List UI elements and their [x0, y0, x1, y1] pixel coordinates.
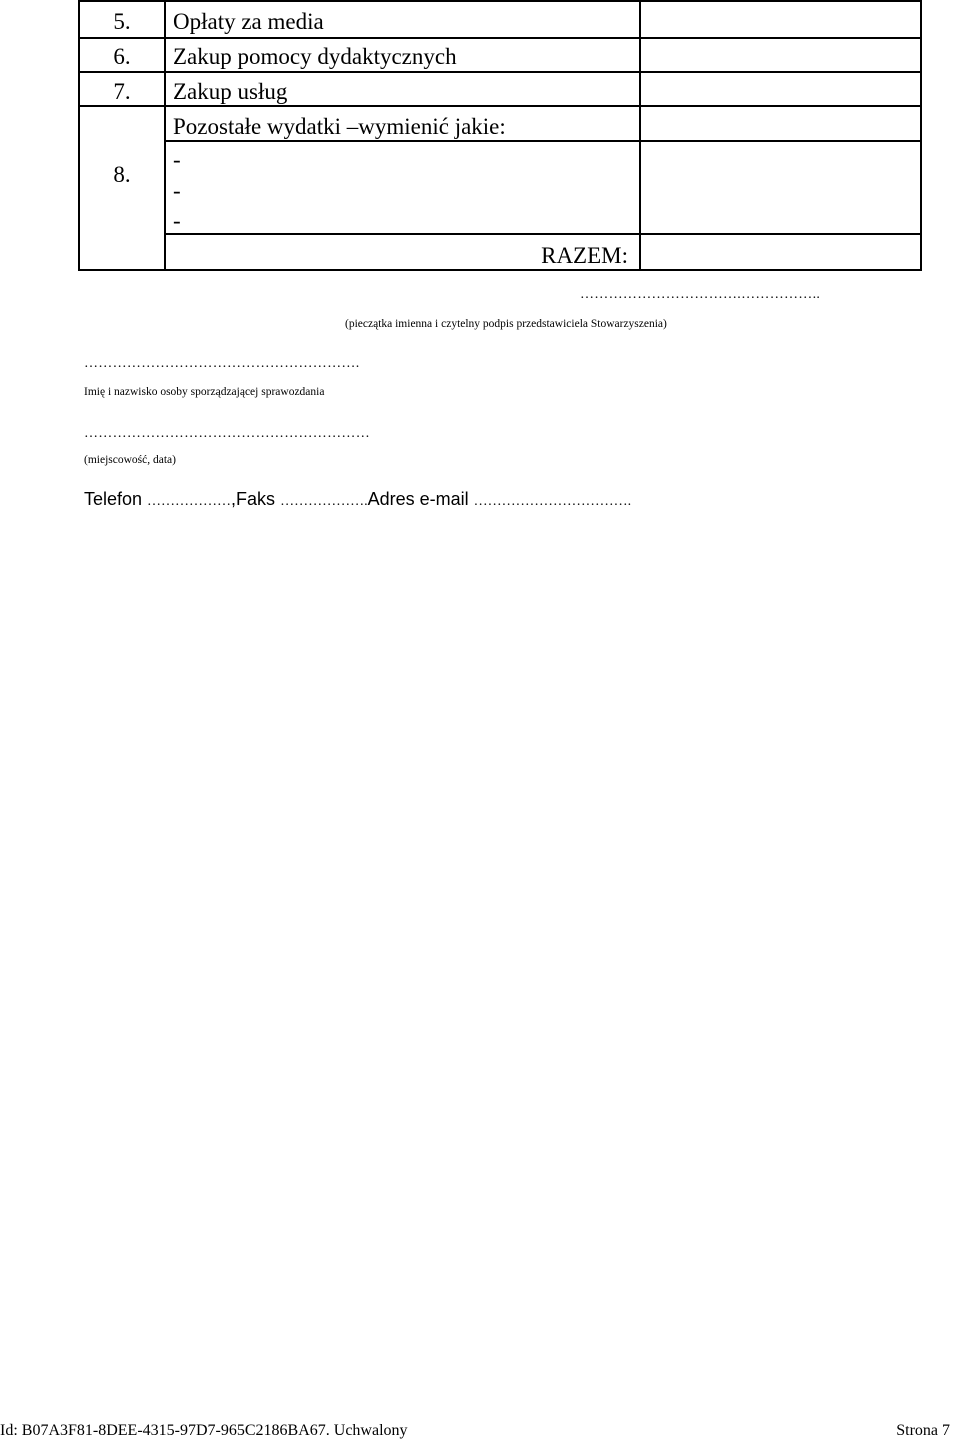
table-divider-num	[164, 0, 166, 271]
row-dash: -	[173, 178, 181, 203]
row-label: Opłaty za media	[173, 9, 324, 34]
table-border-bottom	[78, 269, 922, 271]
fax-fill: ……………….	[280, 494, 368, 509]
phone-fill: ………………	[147, 494, 232, 509]
row-label: Pozostałe wydatki –wymienić jakie:	[173, 114, 506, 139]
fax-label: ,Faks	[231, 489, 281, 509]
place-date-line: ……………………………………………………	[84, 426, 370, 441]
table-row-line	[164, 140, 922, 142]
row-label: Zakup pomocy dydaktycznych	[173, 44, 457, 69]
document-id: Id: B07A3F81-8DEE-4315-97D7-965C2186BA67. Uchwalony	[0, 1422, 408, 1439]
page-number: Strona 7	[896, 1422, 950, 1439]
row-dash: -	[173, 208, 181, 233]
total-label: RAZEM:	[541, 243, 628, 268]
row-number: 7.	[113, 79, 131, 104]
email-label: Adres e-mail	[367, 489, 474, 509]
row-label: Zakup usług	[173, 79, 288, 104]
email-fill: …………………………….	[473, 494, 632, 509]
place-date-caption: (miejscowość, data)	[84, 454, 176, 466]
row-number: 8.	[113, 162, 131, 187]
table-row-line	[78, 37, 922, 39]
row-number: 5.	[113, 9, 131, 34]
row-number: 6.	[113, 44, 131, 69]
row-dash: -	[173, 147, 181, 172]
signature-caption: (pieczątka imienna i czytelny podpis przedstawiciela Stowarzyszenia)	[345, 318, 667, 330]
table-divider-value	[639, 0, 641, 271]
phone-label: Telefon	[84, 489, 148, 509]
table-border-right	[920, 0, 922, 271]
signature-line: …………………………….……………..	[580, 287, 821, 302]
preparer-line: ………………………………………………….	[84, 356, 360, 371]
table-row-line	[78, 105, 922, 107]
table-border-left	[78, 0, 80, 271]
table-border-top	[78, 0, 922, 2]
table-row-line	[78, 71, 922, 73]
contact-line	[84, 490, 631, 509]
preparer-caption: Imię i nazwisko osoby sporządzającej sprawozdania	[84, 386, 325, 398]
table-row-line	[164, 233, 922, 235]
expenses-table	[78, 0, 922, 271]
